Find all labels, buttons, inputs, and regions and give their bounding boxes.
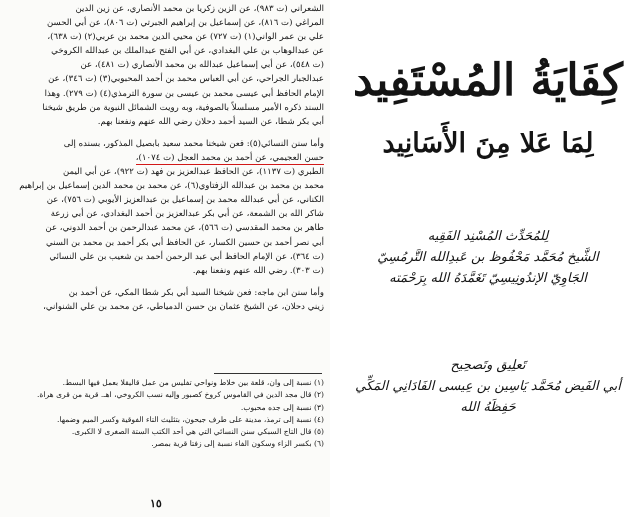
text-line: طاهر بن محمد المقدسي (ت ٥٦٦)، عن محمد عبدالرحمن بن أحمد الدوني، عن <box>45 223 324 234</box>
text-line: أبي نصر أحمد بن حسين الكسار، عن الحافظ أبي بكر أحمد بن محمد بن السني <box>46 237 324 248</box>
text-line: (ت ٣٠٣). رضي الله عنهم ونفعنا بهم. <box>192 265 324 276</box>
text-line: علي بن عمر الواني(١) (ت ٧٢٧) عن محيي الدين محمد بن عربي(٢) (ت ٦٣٨)، <box>47 32 324 43</box>
text-line: شاكر الله بن الشمعة، عن أبي بكر عبدالعزيز بن أحمد البغدادي، عن أبي زرعة <box>50 209 324 220</box>
text-line: الإمام الحافظ أبي عيسى محمد بن عيسى بن سورة الترمذي(٤) (ت ٢٧٩). وهذا <box>44 88 324 99</box>
footnote-divider <box>214 373 322 374</box>
text-line: عبدالجبار الجراحي، عن أبي العباس محمد بن أحمد المحبوبي(٣) (ت ٣٤٦)، عن <box>48 74 324 85</box>
footnotes <box>8 377 324 451</box>
text-line: السند ذكره الأمير مسلسلاً بالصوفية، وبه رويت الشمائل النبوية من طريق شيخنا <box>42 102 324 113</box>
text-line: الشعراني (ت ٩٨٣)، عن الزين زكريا بن محمد الأنصاري، عن زين الدين <box>75 4 324 14</box>
author-line: الجَاوِيّ الإندُونِيسِيّ تَغَمَّدَهُ الله بِرَحْمَته <box>389 271 587 286</box>
footnote: (٣) نسبة إلى جده محبوب. <box>240 402 324 412</box>
text-line: الكناني، عن أبي عبدالله محمد بن إسماعيل بن عبدالعزيز الأيوبي (ت ٧٥٦)، عن <box>46 195 324 206</box>
text-line: محمد بن محمد بن عبدالله الزفتاوي(٦)، عن محمد بن محمد الدين إسماعيل بن إبراهيم <box>19 181 324 192</box>
footnote: (٥) قال التاج السبكي سنن النسائي التي هي أحد الكتب الستة الصغرى لا الكبرى. <box>71 427 324 437</box>
editor-block <box>336 355 640 418</box>
editor-line: حَفِظَهُ الله <box>460 400 516 415</box>
footnote: (٦) بكسر الزاء وسكون الفاء نسبة إلى زفتا قرية بمصر. <box>151 439 324 449</box>
text-line: زيني دحلان، عن الشيخ عثمان بن حسن الدمياطي، عن محمد بن علي الشنواني، <box>43 301 324 312</box>
text-line: المراغي (ت ٨١٦)، عن إسماعيل بن إبراهيم الجبرتي (ت ٨٠٦)، عن أبي الحسن <box>47 18 324 29</box>
book-title: كِفَايَةُ المُسْتَفِيد <box>353 55 623 106</box>
footnote: (٢) قال مجد الدين في القاموس كروخ كصبور وإليه نسب الكروخي، اهـ. قرية من قرى هراة. <box>36 390 324 400</box>
text-line: أبي بكر شطا، عن السيد أحمد دحلان رضي الله عنهم ونفعنا بهم. <box>97 116 324 127</box>
author-line: الشَّيخ مُحَمَّد مَحْفُوظ بن عَبدِالله التَّرمُسِيّ <box>377 250 599 265</box>
main-text <box>8 2 324 314</box>
author-block <box>336 226 640 289</box>
text-line: وأما سنن النسائي(٥): فعن شيخنا محمد سعيد بابصيل المذكور، بسنده إلى <box>63 138 324 149</box>
footnote: (١) نسبة إلى وان، قلعة بين خلاط ونواحي تفليس من عمل قاليقلا بعمل فيها البسط. <box>62 378 324 387</box>
underlined-phrase: حسن العجيمي، عن أحمد بن محمد العجل (ت ١٠٧٤)، <box>135 152 324 163</box>
text-line-underlined <box>8 151 324 165</box>
editor-line: تَعلِيق وتَصحِيح <box>450 358 526 373</box>
book-subtitle: لِمَا عَلا مِنَ الأَسَانِيد <box>382 128 594 159</box>
text-line: عن عبدالوهاب بن علي البغدادي، عن أبي الفتح عبدالملك بن عبدالله الكروخي <box>51 46 324 57</box>
paragraph-gap <box>8 129 324 137</box>
page-number: ١٥ <box>150 497 162 510</box>
title-page <box>336 0 640 517</box>
text-line: الطبري (ت ١١٣٧)، عن الحافظ عبدالعزيز بن فهد (ت ٩٢٢)، عن أبي اليمن <box>63 167 324 178</box>
paragraph-gap <box>8 278 324 286</box>
footnote: (٤) نسبة إلى ترمذ، مدينة على طرف جيحون، بتثليث التاء الفوقية وكسر الميم وضمها. <box>57 414 324 424</box>
author-line: لِلمُحَدِّث المُسْنِد الفَقِيه <box>427 229 549 244</box>
text-line: (ت ٥٤٨)، عن أبي إسماعيل عبدالله بن محمد الأنصاري (ت ٤٨١)، عن <box>80 60 324 71</box>
text-line: (ت ٣٦٤)، عن الإمام الحافظ أبي عبد الرحمن أحمد بن شعيب بن علي النسائي <box>49 251 324 262</box>
editor-line: أبي الفَيض مُحَمَّد يَاسِين بن عِيسى الفَادَانِي المَكِّي <box>355 379 621 394</box>
text-line: وأما سنن ابن ماجه: فعن شيخنا السيد أبي بكر شطا المكي، عن أحمد بن <box>68 287 324 298</box>
